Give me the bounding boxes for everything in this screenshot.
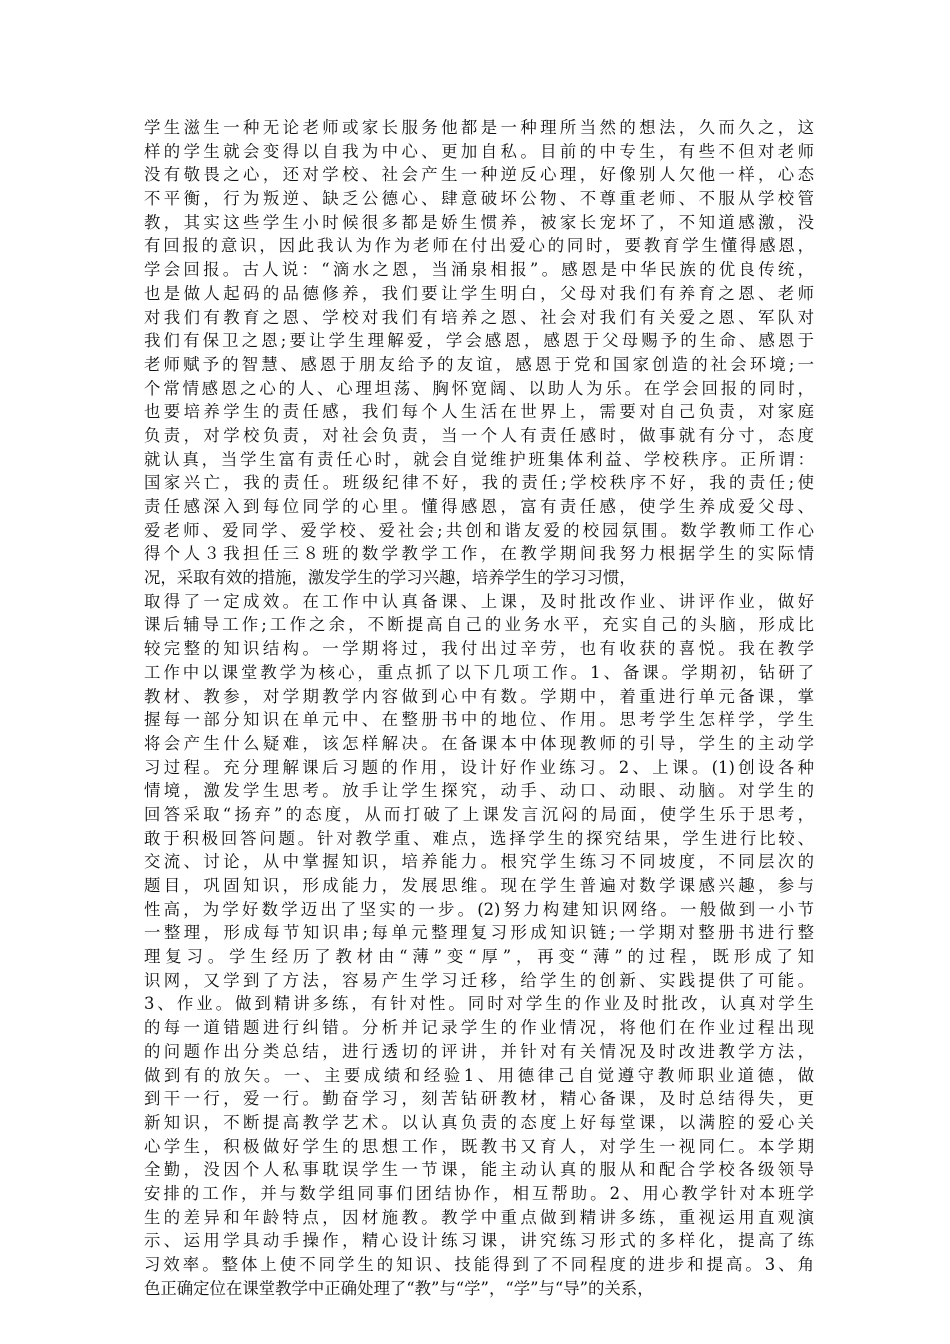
text-line: 课后辅导工作;工作之余，不断提高自己的业务水平，充实自己的头脑，形成比: [144, 615, 814, 635]
text-line: 习效率。整体上使不同学生的知识、技能得到了不同程度的进步和提高。3、角: [144, 1255, 814, 1274]
text-line: 教，其实这些学生小时候很多都是娇生惯养，被家长宠坏了，不知道感激，没: [144, 212, 814, 232]
text-line: 个常情感恩之心的人、心理坦荡、胸怀宽阔、以助人为乐。在学会回报的同时，: [144, 378, 814, 398]
text-line: 的每一道错题进行纠错。分析并记录学生的作业情况，将他们在作业过程出现: [144, 1018, 814, 1038]
text-line: 得个人３我担任三８班的数学教学工作，在教学期间我努力根据学生的实际情: [144, 544, 814, 564]
text-line: 样的学生就会变得以自我为中心、更加自私。目前的中专生，有些不但对老师: [144, 141, 814, 161]
text-line: 我们有保卫之恩;要让学生理解爱，学会感恩，感恩于父母赐予的生命、感恩于: [144, 331, 814, 351]
body-text: [144, 116, 814, 1300]
text-line: 爱老师、爱同学、爱学校、爱社会;共创和谐友爱的校园氛围。数学教师工作心: [144, 520, 814, 540]
text-line: 有回报的意识，因此我认为作为老师在付出爱心的同时，要教育学生懂得感恩，: [144, 236, 814, 256]
text-line: 没有敬畏之心，还对学校、社会产生一种逆反心理，好像别人欠他一样，心态: [144, 165, 814, 185]
text-line: 学会回报。古人说：“滴水之恩，当涌泉相报”。感恩是中华民族的优良传统，: [144, 260, 814, 280]
text-line: 不平衡，行为叛逆、缺乏公德心、肆意破坏公物、不尊重老师、不服从学校管: [144, 189, 814, 209]
text-line: 握每一部分知识在单元中、在整册书中的地位、作用。思考学生怎样学，学生: [144, 710, 814, 730]
text-line: 取得了一定成效。在工作中认真备课、上课，及时批改作业、讲评作业，做好: [144, 591, 814, 611]
text-line: 敢于积极回答问题。针对教学重、难点，选择学生的探究结果，学生进行比较、: [144, 828, 814, 848]
text-line: 将会产生什么疑难，该怎样解决。在备课本中体现教师的引导，学生的主动学: [144, 733, 814, 753]
text-line: 生的差异和年龄特点，因材施教。教学中重点做到精讲多练，重视运用直观演: [144, 1207, 814, 1227]
text-line: 题目，巩固知识，形成能力，发展思维。现在学生普遍对数学课感兴趣，参与: [144, 876, 814, 895]
text-line: 3、作业。做到精讲多练，有针对性。同时对学生的作业及时批改，认真对学生: [144, 994, 814, 1014]
text-line: 国家兴亡，我的责任。班级纪律不好，我的责任;学校秩序不好，我的责任;使: [144, 473, 814, 493]
text-line: 示、运用学具动手操作，精心设计练习课，讲究练习形式的多样化，提高了练: [144, 1231, 814, 1251]
text-line: 色正确定位在课堂教学中正确处理了“教”与“学”，“学”与“导”的关系，: [144, 1278, 654, 1298]
text-line: 学生滋生一种无论老师或家长服务他都是一种理所当然的想法，久而久之，这: [144, 118, 814, 137]
text-line: 回答采取“扬弃”的态度，从而打破了上课发言沉闷的局面，使学生乐于思考，: [144, 804, 814, 824]
text-line: 性高，为学好数学迈出了坚实的一步。(2)努力构建知识网络。一般做到一小节: [144, 899, 814, 919]
text-line: 做到有的放矢。一、主要成绩和经验1、用德律己自觉遵守教师职业道德，做: [144, 1065, 814, 1085]
text-line: 情境，激发学生思考。放手让学生探究，动手、动口、动眼、动脑。对学生的: [144, 781, 814, 801]
text-line: 交流、讨论，从中掌握知识，培养能力。根究学生练习不同坡度，不同层次的: [144, 852, 814, 872]
text-line: 老师赋予的智慧、感恩于朋友给予的友谊，感恩于党和国家创造的社会环境;一: [144, 354, 814, 374]
text-line: 一整理，形成每节知识串;每单元整理复习形成知识链;一学期对整册书进行整: [144, 923, 814, 943]
text-line: 教材、教参，对学期教学内容做到心中有数。学期中，着重进行单元备课，掌: [144, 686, 814, 706]
text-line: 安排的工作，并与数学组同事们团结协作，相互帮助。2、用心教学针对本班学: [144, 1183, 814, 1203]
text-line: 也要培养学生的责任感，我们每个人生活在世界上，需要对自己负责，对家庭: [144, 402, 814, 422]
text-line: 负责，对学校负责，对社会负责，当一个人有责任感时，做事就有分寸，态度: [144, 425, 814, 445]
text-line: 对我们有教育之恩、学校对我们有培养之恩、社会对我们有关爱之恩、军队对: [144, 307, 814, 327]
text-line: 况，采取有效的措施，激发学生的学习兴趣，培养学生的学习习惯，: [144, 568, 636, 588]
text-line: 也是做人起码的品德修养，我们要让学生明白，父母对我们有养育之恩、老师: [144, 283, 814, 303]
text-line: 到干一行，爱一行。勤奋学习，刻苦钻研教材，精心备课，及时总结得失，更: [144, 1089, 814, 1109]
text-line: 心学生，积极做好学生的思想工作，既教书又育人，对学生一视同仁。本学期: [144, 1136, 814, 1156]
text-line: 新知识，不断提高教学艺术。以认真负责的态度上好每堂课，以满腔的爱心关: [144, 1112, 814, 1132]
text-line: 的问题作出分类总结，进行透切的评讲，并针对有关情况及时改进教学方法，: [144, 1041, 814, 1061]
text-line: 识网，又学到了方法，容易产生学习迁移，给学生的创新、实践提供了可能。: [144, 970, 814, 990]
text-line: 工作中以课堂教学为核心，重点抓了以下几项工作。1、备课。学期初，钻研了: [144, 662, 814, 682]
text-line: 习过程。充分理解课后习题的作用，设计好作业练习。2、上课。(1)创设各种: [144, 757, 814, 777]
text-line: 全勤，没因个人私事耽误学生一节课，能主动认真的服从和配合学校各级领导: [144, 1160, 814, 1180]
text-line: 较完整的知识结构。一学期将过，我付出过辛劳，也有收获的喜悦。我在教学: [144, 639, 814, 659]
text-line: 就认真，当学生富有责任心时，就会自觉维护班集体利益、学校秩序。正所谓：: [144, 449, 814, 469]
text-line: 理复习。学生经历了教材由“薄”变“厚”，再变“薄”的过程，既形成了知: [144, 947, 814, 967]
text-line: 责任感深入到每位同学的心里。懂得感恩，富有责任感，使学生养成爱父母、: [144, 497, 814, 516]
